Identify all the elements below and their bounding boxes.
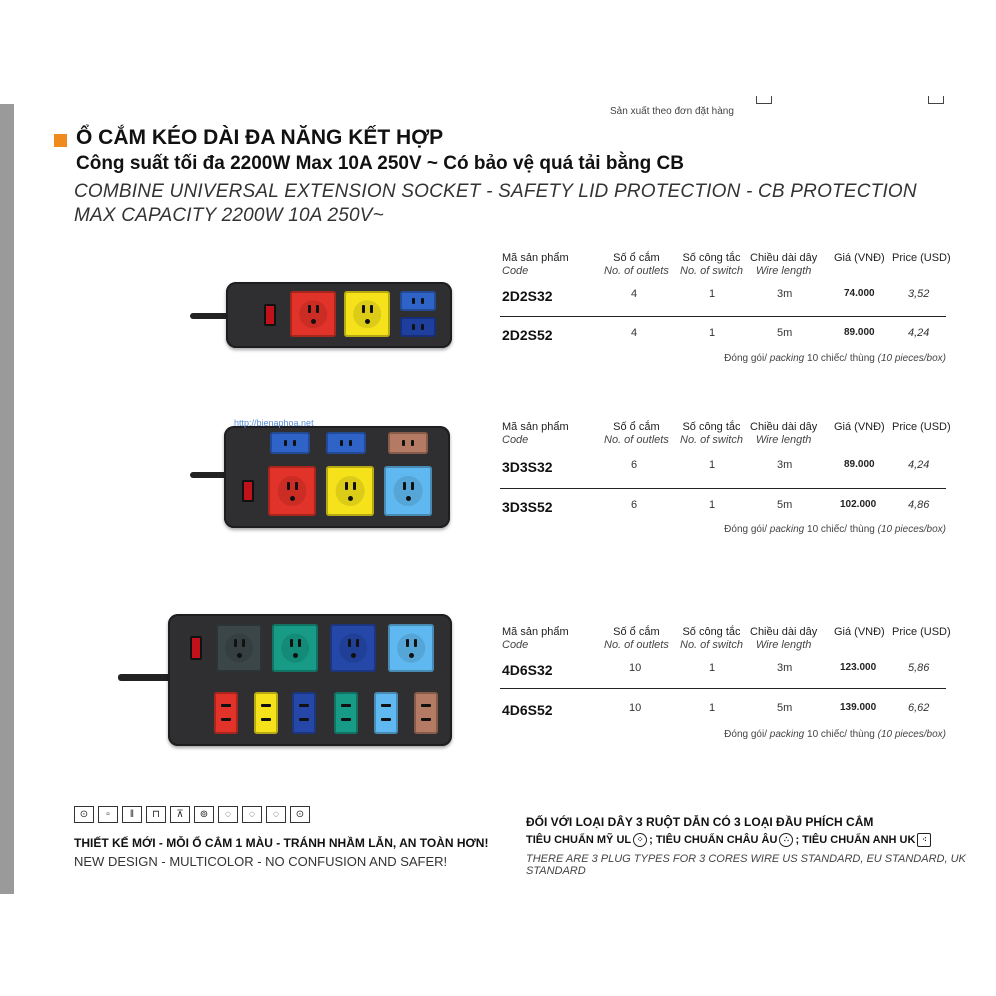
uk-plug-icon: ⁖: [917, 833, 931, 847]
price-usd: 4,24: [908, 327, 930, 339]
outlet-red: [268, 466, 316, 516]
plug-types-en: THERE ARE 3 PLUG TYPES FOR 3 CORES WIRE US STANDARD, EU STANDARD, UK STANDARD: [526, 853, 966, 877]
price-usd: 6,62: [908, 702, 930, 714]
switch-count: 1: [709, 288, 716, 300]
product-image-4d6s: [118, 614, 452, 746]
header-code: Mã sản phẩm Code: [502, 626, 569, 651]
watermark-url: http://bienaphoa.net: [234, 418, 314, 428]
product-code: 2D2S52: [502, 327, 553, 343]
page-subtitle-vi: Công suất tối đa 2200W Max 10A 250V ~ Có bảo vệ quá tải bằng CB: [76, 153, 684, 174]
outlet-count: 4: [631, 288, 638, 300]
cb-switch: [190, 636, 202, 660]
product-image-2d2s: [190, 282, 452, 348]
outlet-small-yellow: [254, 692, 278, 734]
header-usd: Price (USD): [892, 252, 951, 264]
outlet-small-brown: [414, 692, 438, 734]
socket-icon-10: ⊙: [290, 806, 310, 823]
switch-count: 1: [709, 702, 716, 714]
outlet-brown-small: [388, 432, 428, 454]
product-code: 3D3S52: [502, 499, 553, 515]
socket-icon-3: ‖: [122, 806, 142, 823]
packing-note: Đóng gói/ packing 10 chiếc/ thùng (10 pieces/box): [724, 729, 946, 740]
header-code: Mã sản phẩm Code: [502, 252, 569, 277]
wire-length: 5m: [777, 702, 793, 714]
header-wire: Chiều dài dây Wire length: [750, 626, 818, 651]
header-wire: Chiều dài dây Wire length: [750, 252, 818, 277]
socket-icon-8: ◌: [242, 806, 262, 823]
power-cable: [118, 674, 174, 681]
header-usd: Price (USD): [892, 626, 951, 638]
header-outlets: Số ổ cắm No. of outlets: [604, 626, 669, 651]
price-usd: 4,86: [908, 499, 930, 511]
price-vnd: 74.000: [844, 288, 875, 299]
price-usd: 5,86: [908, 662, 930, 674]
packing-note: Đóng gói/ packing 10 chiếc/ thùng (10 pieces/box): [724, 524, 946, 535]
outlet-small-light-blue: [374, 692, 398, 734]
price-vnd: 89.000: [844, 459, 875, 470]
price-vnd: 123.000: [840, 662, 877, 673]
outlet-light-blue: [388, 624, 434, 672]
header-switch: Số công tắc No. of switch: [680, 626, 743, 651]
wire-length: 5m: [777, 327, 793, 339]
power-cable: [190, 313, 230, 319]
socket-icon-4: ⊓: [146, 806, 166, 823]
slogan-vi: THIẾT KẾ MỚI - MỖI Ổ CẮM 1 MÀU - TRÁNH NHẦM LẪN, AN TOÀN HƠN!: [74, 836, 489, 850]
outlet-yellow: [326, 466, 374, 516]
socket-type-icons: [74, 806, 310, 823]
plug-us-label: TIÊU CHUẨN MỸ UL: [526, 834, 632, 846]
eu-plug-icon: ∴: [779, 833, 793, 847]
socket-icon-9: ◌: [266, 806, 286, 823]
row-divider: [500, 316, 946, 317]
header-vnd: Giá (VNĐ): [834, 626, 885, 638]
header-usd: Price (USD): [892, 421, 951, 433]
row-divider: [500, 688, 946, 689]
row-divider: [500, 488, 946, 489]
socket-icon-5: ⊼: [170, 806, 190, 823]
outlet-count: 4: [631, 327, 638, 339]
plug-uk-label: ; TIÊU CHUẨN ANH UK: [795, 834, 916, 846]
page-subtitle-en: MAX CAPACITY 2200W 10A 250V~: [74, 205, 384, 226]
outlet-light-blue: [384, 466, 432, 516]
outlet-count: 6: [631, 499, 638, 511]
outlet-blue-top: [400, 291, 436, 311]
socket-icon-1: ⊙: [74, 806, 94, 823]
header-wire: Chiều dài dây Wire length: [750, 421, 818, 446]
price-usd: 3,52: [908, 288, 930, 300]
slogan-en: NEW DESIGN - MULTICOLOR - NO CONFUSION AND SAFER!: [74, 854, 448, 869]
switch-count: 1: [709, 459, 716, 471]
switch-count: 1: [709, 499, 716, 511]
header-switch: Số công tắc No. of switch: [680, 252, 743, 277]
outlet-navy: [330, 624, 376, 672]
socket-icon-6: ⊚: [194, 806, 214, 823]
outlet-dark-grey: [216, 624, 262, 672]
plug-eu-label: ; TIÊU CHUẨN CHÂU ÂU: [649, 834, 778, 846]
switch-count: 1: [709, 327, 716, 339]
us-plug-icon: ⁘: [633, 833, 647, 847]
title-bullet: [54, 134, 67, 147]
page-title-en: COMBINE UNIVERSAL EXTENSION SOCKET - SAFETY LID PROTECTION - CB PROTECTION: [74, 181, 917, 202]
header-switch: Số công tắc No. of switch: [680, 421, 743, 446]
outlet-yellow: [344, 291, 390, 337]
plug-types-title: ĐỐI VỚI LOẠI DÂY 3 RUỘT DẪN CÓ 3 LOẠI ĐẦU PHÍCH CẮM: [526, 815, 874, 829]
header-outlets: Số ổ cắm No. of outlets: [604, 421, 669, 446]
crop-mark-left: [756, 96, 772, 104]
socket-icon-2: ▫: [98, 806, 118, 823]
cb-switch: [264, 304, 276, 326]
outlet-blue-small: [270, 432, 310, 454]
outlet-small-green: [334, 692, 358, 734]
product-code: 4D6S52: [502, 702, 553, 718]
product-code: 4D6S32: [502, 662, 553, 678]
switch-count: 1: [709, 662, 716, 674]
page-title-vi: Ổ CẮM KÉO DÀI ĐA NĂNG KẾT HỢP: [76, 126, 444, 149]
wire-length: 3m: [777, 288, 793, 300]
wire-length: 3m: [777, 459, 793, 471]
outlet-small-navy: [292, 692, 316, 734]
price-vnd: 89.000: [844, 327, 875, 338]
outlet-small-red: [214, 692, 238, 734]
header-code: Mã sản phẩm Code: [502, 421, 569, 446]
product-code: 3D3S32: [502, 459, 553, 475]
wire-length: 5m: [777, 499, 793, 511]
header-vnd: Giá (VNĐ): [834, 252, 885, 264]
crop-mark-right: [928, 96, 944, 104]
outlet-count: 10: [629, 702, 642, 714]
price-vnd: 139.000: [840, 702, 877, 713]
packing-note: Đóng gói/ packing 10 chiếc/ thùng (10 pieces/box): [724, 353, 946, 364]
outlet-green: [272, 624, 318, 672]
wire-length: 3m: [777, 662, 793, 674]
product-code: 2D2S32: [502, 288, 553, 304]
outlet-count: 6: [631, 459, 638, 471]
header-vnd: Giá (VNĐ): [834, 421, 885, 433]
plug-standards: [526, 833, 931, 847]
price-usd: 4,24: [908, 459, 930, 471]
top-note: Sản xuất theo đơn đặt hàng: [610, 106, 734, 117]
cb-switch: [242, 480, 254, 502]
left-margin-bar: [0, 104, 14, 894]
outlet-blue-bottom: [400, 317, 436, 337]
product-image-3d3s: [190, 418, 450, 528]
outlet-red: [290, 291, 336, 337]
socket-icon-7: ◌: [218, 806, 238, 823]
price-vnd: 102.000: [840, 499, 877, 510]
header-outlets: Số ổ cắm No. of outlets: [604, 252, 669, 277]
outlet-count: 10: [629, 662, 642, 674]
outlet-blue-small-2: [326, 432, 366, 454]
